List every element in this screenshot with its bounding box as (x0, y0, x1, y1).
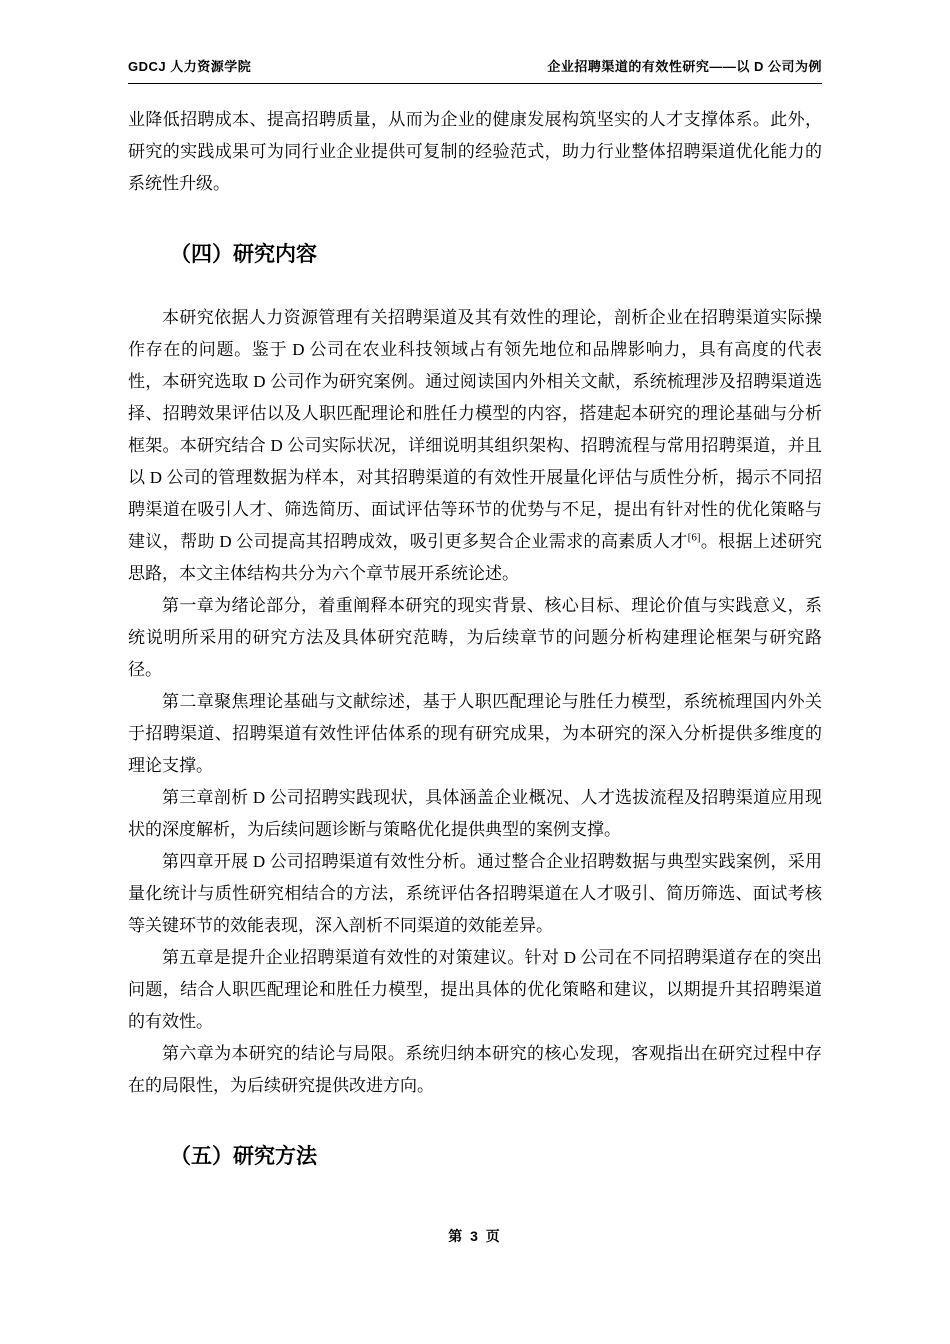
page-header (128, 56, 822, 84)
page-number: 第 3 页 (448, 1228, 502, 1244)
page-footer (0, 1226, 950, 1246)
overview-paragraph (128, 302, 822, 590)
chapter1-paragraph: 第一章为绪论部分，着重阐释本研究的现实背景、核心目标、理论价值与实践意义，系统说明所采用的研究方法及具体研究范畴，为后续章节的问题分析构建理论框架与研究路径。 (128, 596, 822, 679)
continued-paragraph: 业降低招聘成本、提高招聘质量，从而为企业的健康发展构筑坚实的人才支撑体系。此外，研究的实践成果可为同行业企业提供可复制的经验范式，助力行业整体招聘渠道优化能力的系统性升级。 (128, 110, 822, 193)
chapter2-paragraph: 第二章聚焦理论基础与文献综述，基于人职匹配理论与胜任力模型，系统梳理国内外关于招聘渠道、招聘渠道有效性评估体系的现有研究成果，为本研究的深入分析提供多维度的理论支撑。 (128, 692, 822, 775)
chapter6-paragraph: 第六章为本研究的结论与局限。系统归纳本研究的核心发现，客观指出在研究过程中存在的局限性，为后续研究提供改进方向。 (128, 1044, 822, 1095)
header-left-text: GDCJ 人力资源学院 (128, 59, 252, 74)
header-right-text: 企业招聘渠道的有效性研究——以 D 公司为例 (547, 59, 822, 74)
section-heading-research-method: （五）研究方法 (170, 1145, 317, 1168)
section-heading-research-content: （四）研究内容 (170, 243, 317, 266)
chapter3-paragraph: 第三章剖析 D 公司招聘实践现状，具体涵盖企业概况、人才选拔流程及招聘渠道应用现状的深度解析，为后续问题诊断与策略优化提供典型的案例支撑。 (128, 788, 822, 839)
overview-text-part2: 。根据上述研究思路，本文主体结构共分为六个章节展开系统论述。 (128, 532, 823, 583)
chapter5-paragraph: 第五章是提升企业招聘渠道有效性的对策建议。针对 D 公司在不同招聘渠道存在的突出问题，结合人职匹配理论和胜任力模型，提出具体的优化策略和建议，以期提升其招聘渠道的有效性。 (128, 948, 822, 1031)
overview-text-part1: 本研究依据人力资源管理有关招聘渠道及其有效性的理论，剖析企业在招聘渠道实际操作存在的问题。鉴于 D 公司在农业科技领域占有领先地位和品牌影响力，具有高度的代表性，本研究选取 D 公司作为研究案例。通过阅读国内外相关文献，系统梳理涉及招聘渠道选择、招聘效果评估以及人职匹配理论和胜任力模型的内容，搭建起本研究的理论基础与分析框架。本研究结合 D 公司实际状况，详细说明其组织架构、招聘流程与常用招聘渠道，并且以 D 公司的管理数据为样本，对其招聘渠道的有效性开展量化评估与质性分析，揭示不同招聘渠道在吸引人才、筛选简历、面试评估等环节的优势与不足，提出有针对性的优化策略与建议，帮助 D 公司提高其招聘成效，吸引更多契合企业需求的高素质人才 (128, 308, 822, 551)
chapter4-paragraph: 第四章开展 D 公司招聘渠道有效性分析。通过整合企业招聘数据与典型实践案例，采用量化统计与质性研究相结合的方法，系统评估各招聘渠道在人才吸引、简历筛选、面试考核等关键环节的效能表现，深入剖析不同渠道的效能差异。 (128, 852, 822, 935)
citation-marker-6: [6] (687, 531, 701, 544)
document-body (128, 104, 822, 1204)
